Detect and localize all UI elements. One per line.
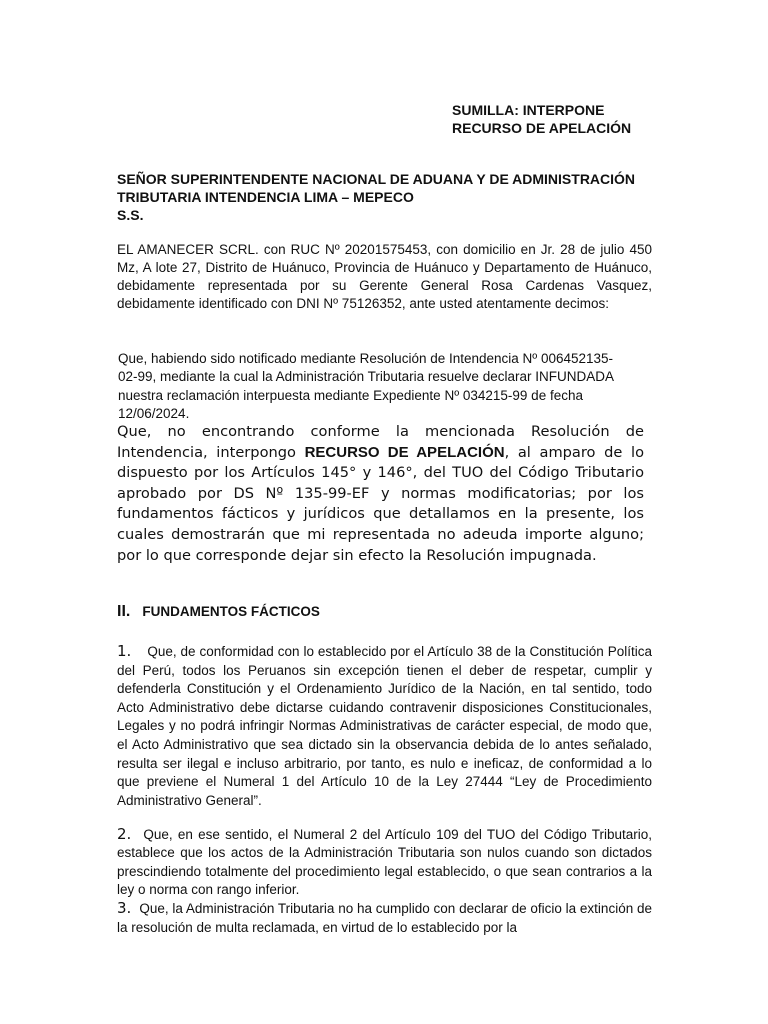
intro-paragraph: EL AMANECER SCRL. con RUC Nº 20201575453, con domicilio en Jr. 28 de julio 450 Mz, A lote 27, Distrito de Huánuco, Provincia de Huánuco y Departamento de Huánuco, debidamente representada por su Gerente General Rosa Cardenas Vasquez, debidamente identificado con DNI Nº 75126352, ante usted atentamente decimos: <box>117 242 652 311</box>
notification-paragraph <box>118 350 648 423</box>
fact-item-number: 3. <box>117 899 132 917</box>
notification-line-2: 02-99, mediante la cual la Administración Tributaria resuelve declarar INFUNDADA <box>118 369 614 385</box>
notification-line-3: nuestra reclamación interpuesta mediante Expediente Nº 034215-99 de fecha <box>118 387 583 403</box>
section-title: FUNDAMENTOS FÁCTICOS <box>142 604 320 619</box>
fact-item-1 <box>117 642 652 810</box>
addressee-block <box>117 170 652 224</box>
fact-item-text: Que, la Administración Tributaria no ha cumplido con declarar de oficio la extinción de la resolución de multa reclamada, en virtud de lo establecido por la <box>117 901 652 935</box>
appeal-text-pre: Que, no encontrando conforme la mencionada Resolución de Intendencia, interpongo <box>117 423 644 461</box>
sumilla-block <box>452 101 631 137</box>
addressee-line-2: TRIBUTARIA INTENDENCIA LIMA – MEPECO <box>117 189 414 205</box>
appeal-paragraph <box>117 422 644 566</box>
appeal-text-post: , al amparo de lo dispuesto por los Artículos 145° y 146°, del TUO del Código Tributario aprobado por DS Nº 135-99-EF y normas modificatorias; por los fundamentos fácticos y jurídicos que detallamos en la presente, los cuales demostrarán que mi representada no adeuda importe alguno; por lo que corresponde dejar sin efecto la Resolución impugnada. <box>117 443 644 564</box>
sumilla-line-2: RECURSO DE APELACIÓN <box>452 120 632 136</box>
fact-item-3 <box>117 899 652 938</box>
notification-line-1: Que, habiendo sido notificado mediante Resolución de Intendencia Nº 006452135- <box>118 351 614 366</box>
section-heading <box>117 602 320 622</box>
fact-item-text: Que, en ese sentido, el Numeral 2 del Artículo 109 del TUO del Código Tributario, establece que los actos de la Administración Tributaria son nulos cuando son dictados prescindiendo totalmente del procedimiento legal establecido, o que sean contrarios a la ley o norma con rango inferior. <box>117 827 652 897</box>
notification-line-4: 12/06/2024. <box>118 405 190 421</box>
addressee-line-3: S.S. <box>117 207 144 223</box>
fact-item-2 <box>117 825 652 899</box>
fact-item-number: 1. <box>117 642 132 660</box>
fact-item-text: Que, de conformidad con lo establecido por el Artículo 38 de la Constitución Política del Perú, todos los Peruanos sin excepción tienen el deber de respetar, cumplir y defenderla Constitución y el Ordenamiento Jurídico de la Nación, en tal sentido, todo Acto Administrativo debe dictarse cuidando contravenir disposiciones Constitucionales, Legales y no podrá infringir Normas Administrativas de carácter especial, de modo que, el Acto Administrativo que sea dictado sin la observancia debida de lo antes señalado, resulta ser ilegal e incluso arbitrario, por tanto, es nulo e ineficaz, de conformidad a lo que previene el Numeral 1 del Artículo 10 de la Ley 27444 “Ley de Procedimiento Administrativo General”. <box>117 644 652 808</box>
addressee-line-1: SEÑOR SUPERINTENDENTE NACIONAL DE ADUANA Y DE ADMINISTRACIÓN <box>117 171 636 187</box>
appeal-bold-title: RECURSO DE APELACIÓN <box>304 443 505 461</box>
sumilla-line-1: SUMILLA: INTERPONE <box>452 102 605 118</box>
fact-item-number: 2. <box>117 825 132 843</box>
section-number: II. <box>117 603 131 620</box>
